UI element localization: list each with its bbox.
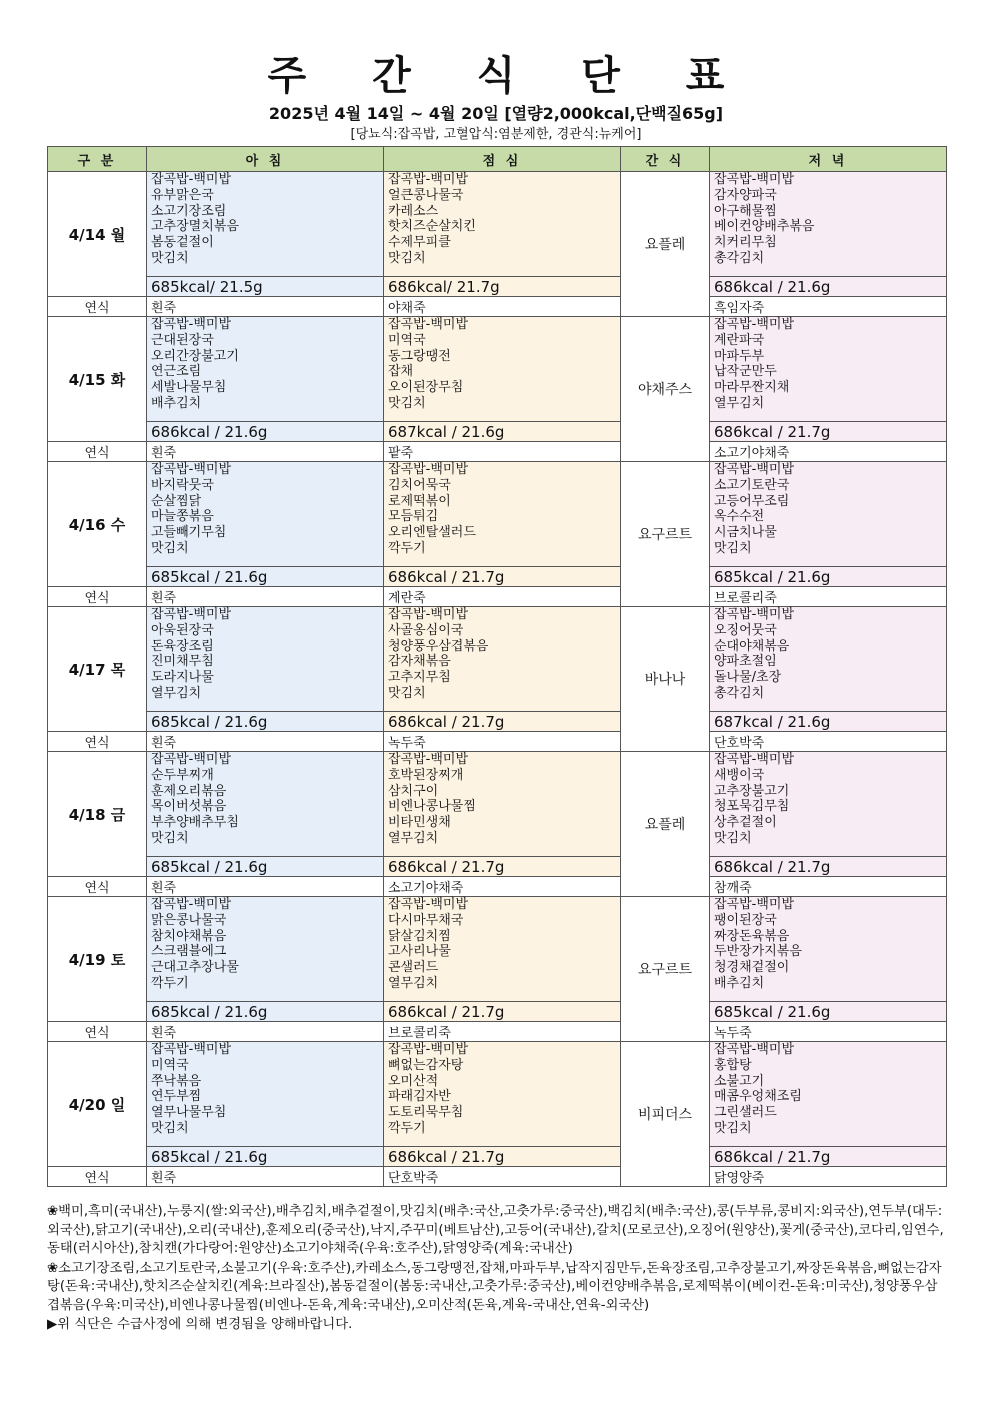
menu-item: 파래김자반 — [388, 1089, 451, 1105]
menu-item: 고추장불고기 — [714, 783, 790, 799]
menu-item: 소고기장조림 — [151, 203, 227, 219]
breakfast-soft: 흰죽 — [147, 297, 384, 317]
weekly-menu-table — [47, 146, 947, 1187]
menu-item: 잡채 — [388, 364, 414, 380]
header-snack: 간 식 — [621, 147, 710, 172]
table-row — [48, 587, 947, 607]
menu-item: 납작군만두 — [714, 364, 777, 380]
menu-item: 양파초절임 — [714, 654, 777, 670]
lunch-cell — [384, 172, 621, 277]
menu-item: 미역국 — [388, 332, 426, 348]
menu-item: 잡곡밥-백미밥 — [151, 897, 232, 912]
menu-item: 진미채무침 — [151, 654, 214, 670]
table-row — [48, 752, 947, 857]
dinner-cell — [710, 897, 947, 1002]
lunch-kcal: 686kcal / 21.7g — [384, 1002, 621, 1022]
menu-item: 미역국 — [151, 1057, 189, 1073]
table-row — [48, 462, 947, 567]
menu-item: 카레소스 — [388, 203, 439, 219]
menu-item: 오미산적 — [388, 1073, 439, 1089]
header-breakfast: 아 침 — [147, 147, 384, 172]
menu-item: 총각김치 — [714, 250, 765, 266]
snack-cell: 요플레 — [621, 752, 710, 897]
menu-item: 오징어뭇국 — [714, 622, 777, 638]
table-row — [48, 567, 947, 587]
dinner-soft: 단호박죽 — [710, 732, 947, 752]
menu-item: 잡곡밥-백미밥 — [388, 752, 469, 767]
menu-item: 베이컨양배추볶음 — [714, 219, 815, 235]
menu-item: 매콤우엉채조림 — [714, 1089, 802, 1105]
lunch-kcal: 686kcal / 21.7g — [384, 1147, 621, 1167]
menu-item: 팽이된장국 — [714, 912, 777, 928]
table-row — [48, 317, 947, 422]
table-row — [48, 607, 947, 712]
origin-note-2: ❀소고기장조림,소고기토란국,소불고기(우육:호주산),카레소스,동그랑땡전,잡채,마파두부,납작지짐만두,돈육장조림,고추장불고기,짜장돈육볶음,뼈없는감자탕(돈육:국내산),핫치즈순살치킨(계육:브라질산),봄동겉절이(봄동:국내산,고춧가루:중국산),베이컨양배추볶음,로제떡볶이(베이컨-돈육:미국산),청양풍우삼겹볶음(우육:미국산),비엔나콩나물찜(비엔나-돈육,계육:국내산),오미산적(돈육,계육-국내산,연육-외국산) — [47, 1260, 942, 1313]
dinner-kcal: 686kcal / 21.7g — [710, 857, 947, 877]
menu-item: 잡곡밥-백미밥 — [151, 317, 232, 332]
menu-item: 맛김치 — [714, 540, 752, 556]
header-lunch: 점 심 — [384, 147, 621, 172]
menu-item: 그린샐러드 — [714, 1105, 777, 1121]
dinner-cell — [710, 607, 947, 712]
table-row — [48, 877, 947, 897]
breakfast-soft: 흰죽 — [147, 442, 384, 462]
breakfast-cell — [147, 607, 384, 712]
menu-item: 동그랑땡전 — [388, 348, 451, 364]
menu-item: 스크램블에그 — [151, 944, 227, 960]
lunch-kcal: 686kcal / 21.7g — [384, 712, 621, 732]
menu-item: 잡곡밥-백미밥 — [714, 607, 795, 622]
menu-item: 순두부찌개 — [151, 767, 214, 783]
menu-item: 돌나물/초장 — [714, 670, 782, 686]
breakfast-soft: 흰죽 — [147, 732, 384, 752]
header-dinner: 저 녁 — [710, 147, 947, 172]
dinner-cell — [710, 752, 947, 857]
day-label: 4/20 일 — [48, 1042, 147, 1167]
menu-item: 청포묵김무침 — [714, 799, 790, 815]
menu-item: 시금치나물 — [714, 525, 777, 541]
menu-item: 잡곡밥-백미밥 — [388, 317, 469, 332]
menu-item: 훈제오리볶음 — [151, 783, 227, 799]
menu-item: 순살찜닭 — [151, 493, 202, 509]
menu-item: 잡곡밥-백미밥 — [151, 462, 232, 477]
lunch-soft: 야채죽 — [384, 297, 621, 317]
menu-item: 세발나물무침 — [151, 380, 227, 396]
menu-item: 맑은콩나물국 — [151, 912, 227, 928]
soft-diet-label: 연식 — [48, 442, 147, 462]
menu-item: 잡곡밥-백미밥 — [714, 752, 795, 767]
breakfast-soft: 흰죽 — [147, 877, 384, 897]
menu-item: 맛김치 — [151, 1120, 189, 1136]
breakfast-kcal: 685kcal / 21.6g — [147, 712, 384, 732]
menu-item: 콘샐러드 — [388, 960, 439, 976]
origin-note-1: ❀백미,흑미(국내산),누룽지(쌀:외국산),배추김치,배추겉절이,맛김치(배추:국산,고춧가루:중국산),백김치(배추:국산),콩(두부류,콩비지:외국산),연두부(대두:외국산),닭고기(국내산),오리(국내산),훈제오리(중국산),낙지,주꾸미(베트남산),고등어(국내산),갈치(모로코산),오징어(원양산),꽃게(중국산),코다리,임연수,동태(러시아산),참치캔(가다랑어:원양산)소고기야채죽(우육:호주산),닭영양죽(계육:국내산) — [47, 1204, 944, 1256]
menu-item: 로제떡볶이 — [388, 493, 451, 509]
lunch-cell — [384, 607, 621, 712]
lunch-soft: 팥죽 — [384, 442, 621, 462]
dinner-soft: 흑임자죽 — [710, 297, 947, 317]
dinner-cell — [710, 172, 947, 277]
menu-item: 목이버섯볶음 — [151, 799, 227, 815]
table-row — [48, 172, 947, 277]
dinner-kcal: 685kcal / 21.6g — [710, 567, 947, 587]
breakfast-cell — [147, 752, 384, 857]
dinner-cell — [710, 317, 947, 422]
soft-diet-label: 연식 — [48, 1022, 147, 1042]
menu-item: 열무김치 — [714, 395, 765, 411]
menu-item: 청양풍우삼겹볶음 — [388, 638, 489, 654]
diet-note: [당뇨식:잡곡밥, 고혈압식:염분제한, 경관식:뉴케어] — [350, 127, 642, 142]
menu-item: 잡곡밥-백미밥 — [388, 462, 469, 477]
lunch-kcal: 686kcal / 21.7g — [384, 857, 621, 877]
soft-diet-label: 연식 — [48, 587, 147, 607]
soft-diet-label: 연식 — [48, 1167, 147, 1187]
menu-item: 다시마무채국 — [388, 912, 464, 928]
menu-item: 새뱅이국 — [714, 767, 765, 783]
table-row — [48, 422, 947, 442]
menu-item: 아구해물찜 — [714, 203, 777, 219]
menu-item: 도토리묵무침 — [388, 1105, 464, 1121]
table-header-row — [48, 147, 947, 172]
menu-item: 뼈없는감자탕 — [388, 1057, 464, 1073]
menu-item: 열무김치 — [151, 685, 202, 701]
breakfast-cell — [147, 897, 384, 1002]
footer-notes — [47, 1203, 946, 1336]
breakfast-kcal: 685kcal / 21.6g — [147, 857, 384, 877]
dinner-soft: 녹두죽 — [710, 1022, 947, 1042]
menu-item: 잡곡밥-백미밥 — [388, 897, 469, 912]
breakfast-soft: 흰죽 — [147, 1022, 384, 1042]
menu-item: 감자채볶음 — [388, 654, 451, 670]
menu-item: 짜장돈육볶음 — [714, 928, 790, 944]
menu-item: 잡곡밥-백미밥 — [714, 897, 795, 912]
menu-item: 깍두기 — [388, 540, 426, 556]
menu-item: 잡곡밥-백미밥 — [151, 1042, 232, 1057]
menu-item: 고사리나물 — [388, 944, 451, 960]
menu-item: 잡곡밥-백미밥 — [388, 607, 469, 622]
soft-diet-label: 연식 — [48, 732, 147, 752]
menu-item: 잡곡밥-백미밥 — [388, 1042, 469, 1057]
table-row — [48, 277, 947, 297]
dinner-soft: 참깨죽 — [710, 877, 947, 897]
menu-item: 잡곡밥-백미밥 — [714, 462, 795, 477]
snack-cell: 요플레 — [621, 172, 710, 317]
dinner-soft: 소고기야채죽 — [710, 442, 947, 462]
menu-item: 사골옹심이국 — [388, 622, 464, 638]
dinner-soft: 닭영양죽 — [710, 1167, 947, 1187]
day-label: 4/16 수 — [48, 462, 147, 587]
breakfast-cell — [147, 172, 384, 277]
menu-item: 배추김치 — [151, 395, 202, 411]
breakfast-soft: 흰죽 — [147, 587, 384, 607]
menu-item: 부추양배추무침 — [151, 815, 239, 831]
soft-diet-label: 연식 — [48, 297, 147, 317]
menu-item: 순대야채볶음 — [714, 638, 790, 654]
menu-item: 깍두기 — [151, 975, 189, 991]
menu-item: 유부맑은국 — [151, 187, 214, 203]
lunch-kcal: 687kcal / 21.6g — [384, 422, 621, 442]
menu-item: 오리엔탈샐러드 — [388, 525, 476, 541]
breakfast-kcal: 686kcal / 21.6g — [147, 422, 384, 442]
menu-item: 쭈낙볶음 — [151, 1073, 202, 1089]
snack-cell: 야채주스 — [621, 317, 710, 462]
breakfast-kcal: 685kcal/ 21.5g — [147, 277, 384, 297]
menu-item: 근대된장국 — [151, 332, 214, 348]
menu-item: 참치야채볶음 — [151, 928, 227, 944]
menu-item: 도라지나물 — [151, 670, 214, 686]
menu-body — [48, 172, 947, 1187]
menu-item: 잡곡밥-백미밥 — [151, 752, 232, 767]
day-label: 4/17 목 — [48, 607, 147, 732]
lunch-cell — [384, 897, 621, 1002]
menu-item: 김치어묵국 — [388, 477, 451, 493]
menu-item: 얼큰콩나물국 — [388, 187, 464, 203]
snack-cell: 바나나 — [621, 607, 710, 752]
breakfast-cell — [147, 462, 384, 567]
menu-item: 오리간장불고기 — [151, 348, 239, 364]
menu-item: 옥수수전 — [714, 509, 765, 525]
menu-item: 마늘쫑볶음 — [151, 509, 214, 525]
menu-item: 잡곡밥-백미밥 — [714, 1042, 795, 1057]
table-row — [48, 1042, 947, 1147]
menu-item: 닭살김치찜 — [388, 928, 451, 944]
menu-item: 오이된장무침 — [388, 380, 464, 396]
menu-item: 봄동겉절이 — [151, 235, 214, 251]
lunch-soft: 소고기야채죽 — [384, 877, 621, 897]
lunch-soft: 단호박죽 — [384, 1167, 621, 1187]
dinner-kcal: 686kcal / 21.7g — [710, 422, 947, 442]
table-row — [48, 1022, 947, 1042]
breakfast-kcal: 685kcal / 21.6g — [147, 1002, 384, 1022]
menu-item: 잡곡밥-백미밥 — [151, 172, 232, 187]
menu-item: 맛김치 — [388, 250, 426, 266]
breakfast-kcal: 685kcal / 21.6g — [147, 567, 384, 587]
menu-item: 연근조림 — [151, 364, 202, 380]
day-label: 4/19 토 — [48, 897, 147, 1022]
table-row — [48, 712, 947, 732]
day-label: 4/15 화 — [48, 317, 147, 442]
menu-item: 잡곡밥-백미밥 — [388, 172, 469, 187]
menu-item: 모듬튀김 — [388, 509, 439, 525]
menu-item: 잡곡밥-백미밥 — [714, 317, 795, 332]
menu-item: 감자양파국 — [714, 187, 777, 203]
snack-cell: 비피더스 — [621, 1042, 710, 1187]
menu-item: 열무김치 — [388, 975, 439, 991]
dinner-kcal: 686kcal / 21.6g — [710, 277, 947, 297]
menu-item: 비타민생채 — [388, 815, 451, 831]
breakfast-kcal: 685kcal / 21.6g — [147, 1147, 384, 1167]
menu-item: 청경채겉절이 — [714, 960, 790, 976]
menu-item: 맛김치 — [151, 830, 189, 846]
menu-item: 돈육장조림 — [151, 638, 214, 654]
menu-item: 두반장가지볶음 — [714, 944, 802, 960]
menu-item: 고추장멸치볶음 — [151, 219, 239, 235]
lunch-cell — [384, 1042, 621, 1147]
lunch-soft: 브로콜리죽 — [384, 1022, 621, 1042]
page-title: 주 간 식 단 표 — [267, 53, 751, 99]
dinner-kcal: 685kcal / 21.6g — [710, 1002, 947, 1022]
menu-item: 깍두기 — [388, 1120, 426, 1136]
menu-item: 맛김치 — [388, 685, 426, 701]
day-label: 4/18 금 — [48, 752, 147, 877]
table-row — [48, 1147, 947, 1167]
table-row — [48, 1167, 947, 1187]
menu-item: 핫치즈순살치킨 — [388, 219, 476, 235]
table-row — [48, 857, 947, 877]
menu-item: 맛김치 — [151, 540, 189, 556]
menu-item: 비엔나콩나물찜 — [388, 799, 476, 815]
day-label: 4/14 월 — [48, 172, 147, 297]
menu-item: 홍합탕 — [714, 1057, 752, 1073]
menu-item: 고등어무조림 — [714, 493, 790, 509]
dinner-kcal: 687kcal / 21.6g — [710, 712, 947, 732]
menu-item: 총각김치 — [714, 685, 765, 701]
snack-cell: 요구르트 — [621, 897, 710, 1042]
menu-item: 아욱된장국 — [151, 622, 214, 638]
change-notice: ▶위 식단은 수급사정에 의해 변경됨을 양해바랍니다. — [47, 1317, 353, 1332]
lunch-kcal: 686kcal/ 21.7g — [384, 277, 621, 297]
header-category: 구 분 — [48, 147, 147, 172]
menu-item: 소고기토란국 — [714, 477, 790, 493]
table-row — [48, 732, 947, 752]
lunch-soft: 계란죽 — [384, 587, 621, 607]
soft-diet-label: 연식 — [48, 877, 147, 897]
menu-item: 바지락뭇국 — [151, 477, 214, 493]
table-row — [48, 297, 947, 317]
menu-item: 치커리무침 — [714, 235, 777, 251]
menu-item: 호박된장찌개 — [388, 767, 464, 783]
menu-item: 고추지무침 — [388, 670, 451, 686]
table-row — [48, 897, 947, 1002]
lunch-cell — [384, 317, 621, 422]
menu-item: 삼치구이 — [388, 783, 439, 799]
period-subtitle: 2025년 4월 14일 ~ 4월 20일 [열량2,000kcal,단백질65g] — [268, 104, 724, 123]
menu-item: 마파두부 — [714, 348, 765, 364]
menu-item: 맛김치 — [714, 830, 752, 846]
menu-item: 맛김치 — [388, 395, 426, 411]
lunch-cell — [384, 752, 621, 857]
breakfast-cell — [147, 317, 384, 422]
dinner-cell — [710, 1042, 947, 1147]
menu-item: 잡곡밥-백미밥 — [151, 607, 232, 622]
menu-item: 마라무짠지채 — [714, 380, 790, 396]
menu-item: 열무나물무침 — [151, 1105, 227, 1121]
snack-cell: 요구르트 — [621, 462, 710, 607]
menu-item: 맛김치 — [151, 250, 189, 266]
table-row — [48, 442, 947, 462]
lunch-kcal: 686kcal / 21.7g — [384, 567, 621, 587]
menu-item: 수제무피클 — [388, 235, 451, 251]
dinner-cell — [710, 462, 947, 567]
menu-item: 맛김치 — [714, 1120, 752, 1136]
lunch-soft: 녹두죽 — [384, 732, 621, 752]
menu-item: 열무김치 — [388, 830, 439, 846]
menu-item: 배추김치 — [714, 975, 765, 991]
menu-item: 소불고기 — [714, 1073, 765, 1089]
menu-item: 근대고추장나물 — [151, 960, 239, 976]
lunch-cell — [384, 462, 621, 567]
dinner-kcal: 686kcal / 21.7g — [710, 1147, 947, 1167]
menu-item: 상추겉절이 — [714, 815, 777, 831]
menu-item: 계란파국 — [714, 332, 765, 348]
menu-item: 연두부찜 — [151, 1089, 202, 1105]
breakfast-soft: 흰죽 — [147, 1167, 384, 1187]
menu-item: 잡곡밥-백미밥 — [714, 172, 795, 187]
table-row — [48, 1002, 947, 1022]
breakfast-cell — [147, 1042, 384, 1147]
dinner-soft: 브로콜리죽 — [710, 587, 947, 607]
menu-item: 고들빼기무침 — [151, 525, 227, 541]
